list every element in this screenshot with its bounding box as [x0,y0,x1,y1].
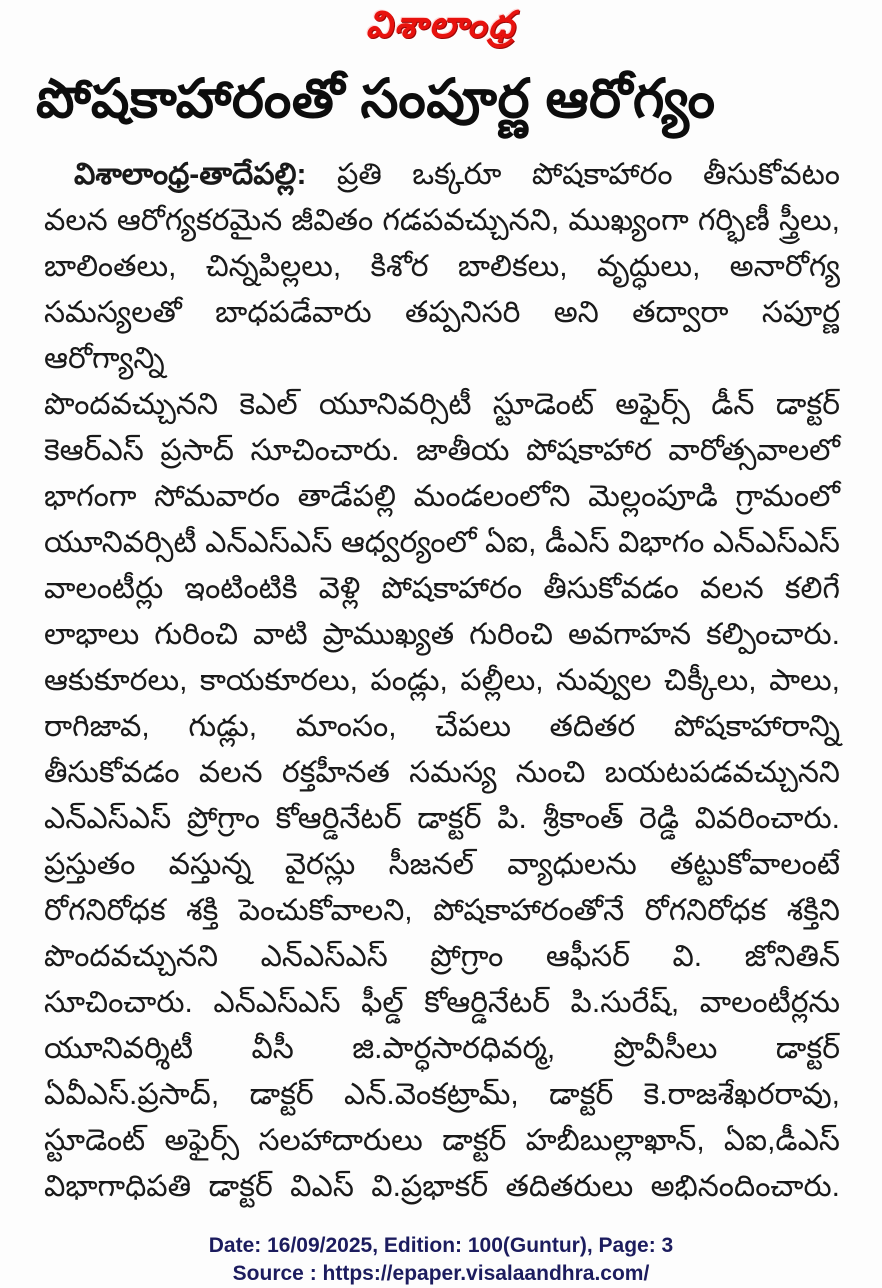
article-line: యూనివర్సిటీ ఎన్ఎస్ఎస్ ఆధ్వర్యంలో ఏఐ, డీఎస్ విభాగం ఎన్ఎస్ఎస్ [44,526,840,559]
article-line: పొందవచ్చునని కెఎల్ యూనివర్సిటీ స్టూడెంట్ అఫైర్స్ డీన్ డాక్టర్ [44,388,840,421]
article-line: కెఆర్ఎస్ ప్రసాద్ సూచించారు. జాతీయ పోషకాహార వారోత్సవాలలో [44,434,840,467]
article-body [0,146,882,1210]
article-line: సమస్యలతో బాధపడేవారు తప్పనిసరి అని తద్వారా సపూర్ణ ఆరోగ్యాన్ని [44,296,840,375]
masthead [0,4,882,52]
article-line: బాలింతలు, చిన్నపిల్లలు, కిశోర బాలికలు, వృద్ధులు, అనారోగ్య [44,250,840,283]
visalaandhra-logo: విశాలాంధ్ర [365,4,517,45]
article-line: స్టూడెంట్ అఫైర్స్ సలహాదారులు డాక్టర్ హబీబుల్లాఖాన్, ఏఐ,డీఎస్ [44,1124,840,1157]
article-line-text: ప్రతి ఒక్కరూ పోషకాహారం తీసుకోవటం [336,158,840,191]
article-line: విభాగాధిపతి డాక్టర్ విఎస్ వి.ప్రభాకర్ తదితరులు అభినందించారు. [44,1170,840,1203]
article-line: తీసుకోవడం వలన రక్తహీనత సమస్య నుంచి బయటపడవచ్చునని [44,756,840,789]
article-line: పొందవచ్చునని ఎన్ఎస్ఎస్ ప్రోగ్రాం ఆఫీసర్ వి. జోనితిన్ [44,940,840,973]
source-url-line[interactable]: Source : https://epaper.visalaandhra.com/ [232,1262,650,1285]
article-line: ప్రస్తుతం వస్తున్న వైరస్లు సీజనల్ వ్యాధులను తట్టుకోవాలంటే [44,848,840,881]
article-line: సూచించారు. ఎన్ఎస్ఎస్ ఫీల్డ్ కోఆర్డినేటర్ పి.సురేష్, వాలంటీర్లను [44,986,840,1019]
article-line: లాభాలు గురించి వాటి ప్రాముఖ్యత గురించి అవగాహన కల్పించారు. [44,618,840,651]
article-line: యూనివర్శిటీ వీసీ జి.పార్ధసారధివర్మ, ప్రొవీసీలు డాక్టర్ [44,1032,840,1065]
article-line: రోగనిరోధక శక్తి పెంచుకోవాలని, పోషకాహారంతోనే రోగనిరోధక శక్తిని [44,894,840,927]
article-headline: పోషకాహారంతో సంపూర్ణ ఆరోగ్యం [36,69,716,129]
footer-meta [0,1232,882,1288]
article-line: ఎన్ఎస్ఎస్ ప్రోగ్రాం కోఆర్డినేటర్ డాక్టర్ పి. శ్రీకాంత్ రెడ్డి వివరించారు. [44,802,840,835]
article-line: ఏవీఎస్.ప్రసాద్, డాక్టర్ ఎన్.వెంకట్రామ్, డాక్టర్ కె.రాజశేఖరరావు, [44,1078,840,1111]
edition-date-line: Date: 16/09/2025, Edition: 100(Guntur), Page: 3 [208,1234,674,1257]
article-line: వలన ఆరోగ్యకరమైన జీవితం గడపవచ్చునని, ముఖ్యంగా గర్భిణీ స్త్రీలు, [44,204,840,237]
article-line: రాగిజావ, గుడ్లు, మాంసం, చేపలు తదితర పోషకాహారాన్ని [44,710,840,743]
article-line [44,152,840,198]
dateline: విశాలాంధ్ర-తాదేపల్లి: [74,158,307,191]
article-line: వాలంటీర్లు ఇంటింటికి వెళ్లి పోషకాహారం తీసుకోవడం వలన కలిగే [44,572,840,605]
article-line: భాగంగా సోమవారం తాడేపల్లి మండలంలోని మెల్లంపూడి గ్రామంలో [44,480,840,513]
article-line: ఆకుకూరలు, కాయకూరలు, పండ్లు, పల్లీలు, నువ్వుల చిక్కీలు, పాలు, [44,664,840,697]
